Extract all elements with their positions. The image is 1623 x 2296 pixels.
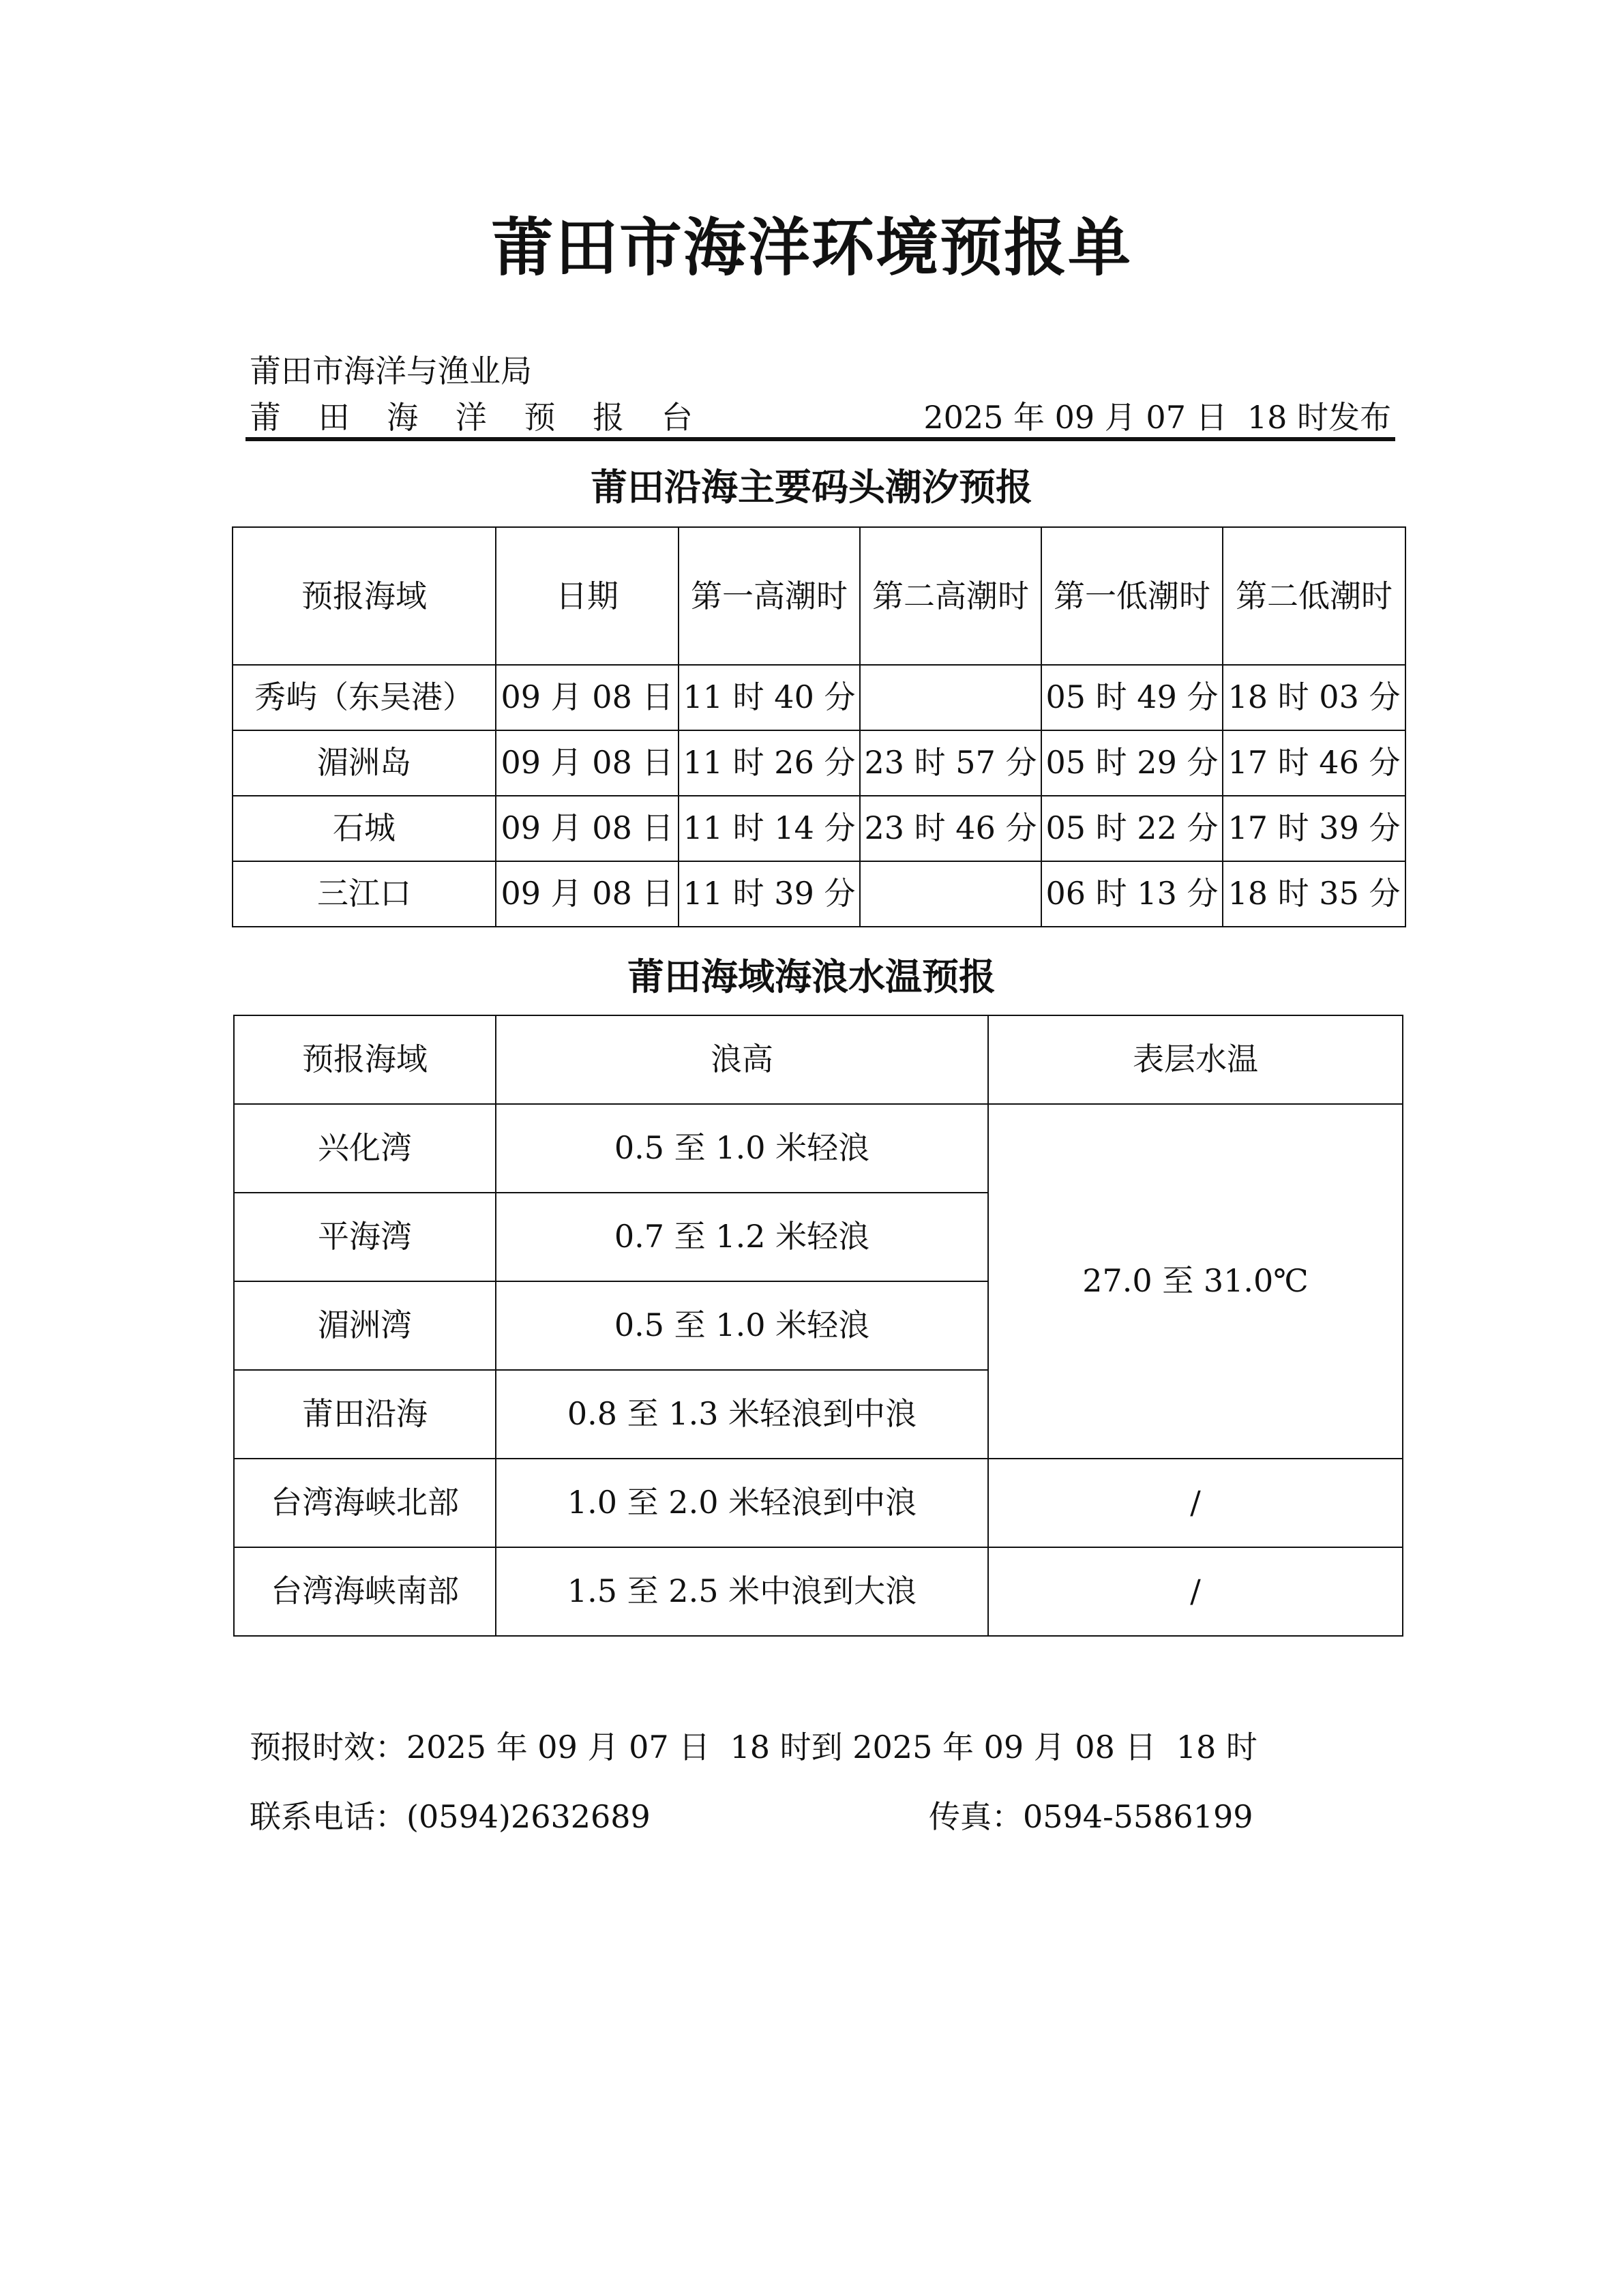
- tide-header-cell: 第二高潮时: [860, 527, 1041, 665]
- wave-cell: 1.0 至 2.0 米轻浪到中浪: [496, 1459, 988, 1547]
- tide-cell: 18 时 35 分: [1223, 861, 1405, 927]
- wave-cell: 0.5 至 1.0 米轻浪: [496, 1281, 988, 1370]
- tide-cell: 05 时 22 分: [1041, 796, 1223, 861]
- table-row: [233, 796, 1405, 861]
- table-row: [234, 1547, 1403, 1636]
- wave-header-cell: 表层水温: [988, 1015, 1403, 1104]
- wave-cell: 台湾海峡北部: [234, 1459, 496, 1547]
- wave-header-row: [234, 1015, 1403, 1104]
- wave-cell: 0.5 至 1.0 米轻浪: [496, 1104, 988, 1193]
- tide-cell: 18 时 03 分: [1223, 665, 1405, 730]
- table-row: [234, 1104, 1403, 1193]
- contact-phone: 联系电话：(0594)2632689: [250, 1798, 651, 1835]
- wave-cell: 1.5 至 2.5 米中浪到大浪: [496, 1547, 988, 1636]
- tide-cell: 05 时 49 分: [1041, 665, 1223, 730]
- tide-cell: 三江口: [233, 861, 496, 927]
- wave-cell: 0.7 至 1.2 米轻浪: [496, 1193, 988, 1281]
- tide-cell: 09 月 08 日: [496, 796, 679, 861]
- wave-cell: 湄洲湾: [234, 1281, 496, 1370]
- wave-cell: /: [988, 1459, 1403, 1547]
- tide-cell: 11 时 40 分: [679, 665, 860, 730]
- tide-header-cell: 第一低潮时: [1041, 527, 1223, 665]
- wave-section-title: 莆田海域海浪水温预报: [627, 955, 996, 998]
- wave-cell: 0.8 至 1.3 米轻浪到中浪: [496, 1370, 988, 1459]
- table-row: [233, 861, 1405, 927]
- tide-cell: [860, 665, 1041, 730]
- tide-cell: [860, 861, 1041, 927]
- tide-cell: 秀屿（东吴港）: [233, 665, 496, 730]
- tide-cell: 09 月 08 日: [496, 730, 679, 796]
- tide-table: [232, 526, 1406, 927]
- issue-datetime: [923, 393, 1391, 438]
- wave-cell: /: [988, 1547, 1403, 1636]
- tide-cell: 09 月 08 日: [496, 861, 679, 927]
- tide-cell: 石城: [233, 796, 496, 861]
- tide-cell: 湄洲岛: [233, 730, 496, 796]
- tide-header-cell: 第二低潮时: [1223, 527, 1405, 665]
- merged-water-temp-cell: 27.0 至 31.0℃: [988, 1104, 1403, 1459]
- wave-header-cell: 浪高: [496, 1015, 988, 1104]
- tide-header-cell: 预报海域: [233, 527, 496, 665]
- page-title: 莆田市海洋环境预报单: [490, 211, 1132, 284]
- wave-cell: 平海湾: [234, 1193, 496, 1281]
- wave-table: [233, 1015, 1403, 1637]
- forecast-station: 莆 田 海 洋 预 报 台: [250, 399, 706, 436]
- table-row: [234, 1459, 1403, 1547]
- wave-cell: 台湾海峡南部: [234, 1547, 496, 1636]
- tide-cell: 23 时 57 分: [860, 730, 1041, 796]
- tide-cell: 23 时 46 分: [860, 796, 1041, 861]
- contact-fax: 传真：0594-5586199: [929, 1798, 1253, 1835]
- tide-cell: 06 时 13 分: [1041, 861, 1223, 927]
- wave-cell: 兴化湾: [234, 1104, 496, 1193]
- tide-header-cell: 日期: [496, 527, 679, 665]
- wave-cell: 莆田沿海: [234, 1370, 496, 1459]
- tide-header-cell: 第一高潮时: [679, 527, 860, 665]
- tide-cell: 17 时 39 分: [1223, 796, 1405, 861]
- tide-cell: 11 时 26 分: [679, 730, 860, 796]
- tide-cell: 11 时 39 分: [679, 861, 860, 927]
- table-row: [233, 730, 1405, 796]
- tide-cell: 17 时 46 分: [1223, 730, 1405, 796]
- tide-cell: 05 时 29 分: [1041, 730, 1223, 796]
- table-row: [233, 665, 1405, 730]
- forecast-validity: 预报时效：2025 年 09 月 07 日 18 时到 2025 年 09 月 08 日 18 时: [250, 1729, 1257, 1765]
- tide-header-row: [233, 527, 1405, 665]
- wave-header-cell: 预报海域: [234, 1015, 496, 1104]
- tide-section-title: 莆田沿海主要码头潮汐预报: [591, 466, 1032, 509]
- issue-date: 2025 年 09 月 07 日: [923, 399, 1227, 436]
- issue-time: 18 时发布: [1247, 399, 1391, 436]
- issuing-organization: 莆田市海洋与渔业局: [250, 353, 532, 389]
- tide-cell: 09 月 08 日: [496, 665, 679, 730]
- header-divider: [245, 437, 1395, 441]
- tide-cell: 11 时 14 分: [679, 796, 860, 861]
